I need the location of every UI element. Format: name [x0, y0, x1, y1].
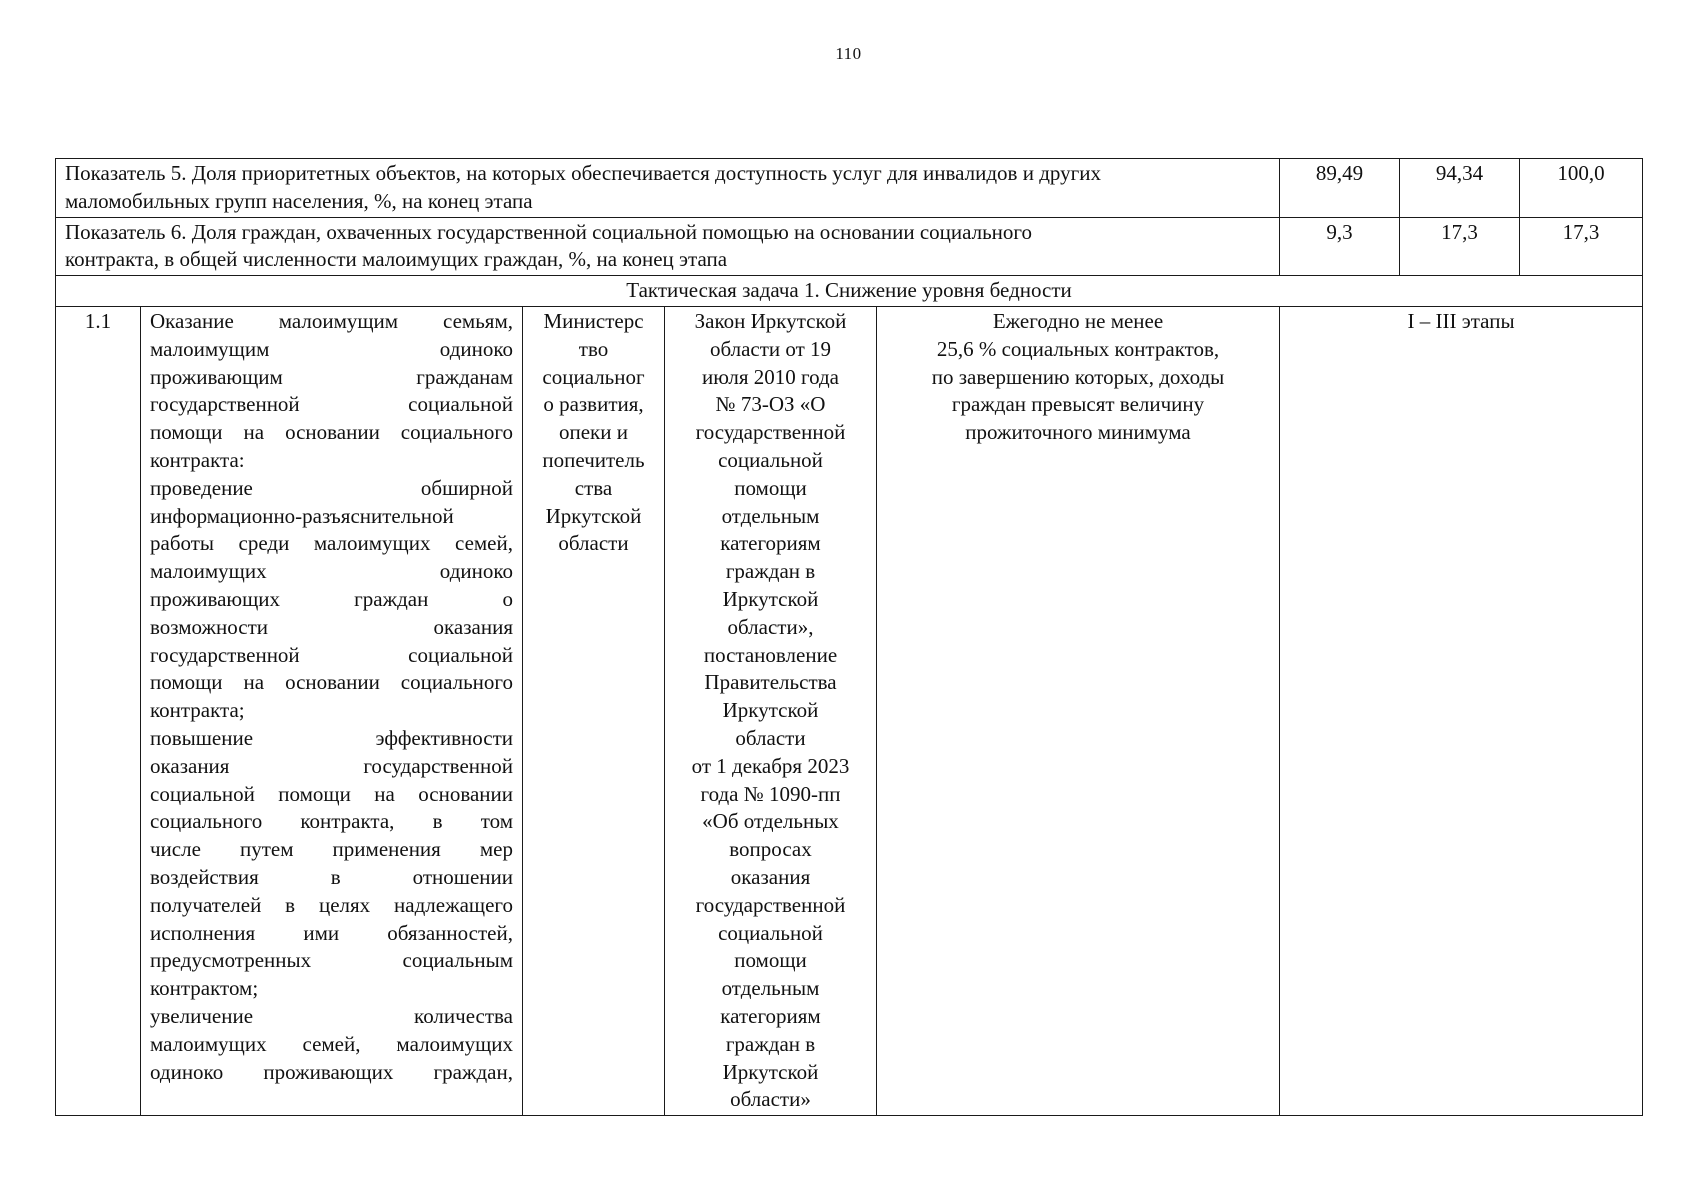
description-line: проведение обширной: [150, 475, 513, 500]
legal-basis-line: социальной: [718, 920, 823, 945]
description-line: государственной социальной: [150, 392, 513, 417]
target-line: Ежегодно не менее: [992, 308, 1164, 333]
legal-basis-line: Закон Иркутской: [694, 308, 847, 333]
description-line: оказания государственной: [150, 753, 513, 778]
measure-target-result: [877, 306, 1280, 1115]
description-line: помощи на основании социального: [150, 420, 513, 445]
description-line: контракта:: [150, 447, 245, 472]
description-line: контракта;: [150, 698, 245, 723]
legal-basis-line: Иркутской: [722, 1059, 819, 1084]
measure-executor: [523, 306, 665, 1115]
executor-line: попечитель: [542, 447, 645, 472]
executor-line: о развития,: [543, 392, 644, 417]
description-line: социальной помощи на основании: [150, 781, 513, 806]
legal-basis-line: года № 1090-пп: [700, 781, 841, 806]
legal-basis-line: области»: [730, 1087, 811, 1112]
legal-basis-line: «Об отдельных: [702, 809, 839, 834]
legal-basis-line: Иркутской: [722, 698, 819, 723]
measure-description: [141, 306, 523, 1115]
executor-line: Иркутской: [545, 503, 642, 528]
description-line: повышение эффективности: [150, 725, 513, 750]
description-line: проживающим гражданам: [150, 364, 513, 389]
legal-basis-line: категориям: [720, 1003, 821, 1028]
description-line: воздействия в отношении: [150, 864, 513, 889]
description-line: исполнения ими обязанностей,: [150, 920, 513, 945]
indicator-row: [56, 159, 1643, 218]
measure-number: 1.1: [56, 306, 141, 1115]
executor-line: Министерс: [543, 308, 644, 333]
description-line: получателей в целях надлежащего: [150, 892, 513, 917]
description-line: возможности оказания: [150, 614, 513, 639]
section-title: Тактическая задача 1. Снижение уровня бедности: [56, 276, 1643, 307]
target-line: прожиточного минимума: [965, 420, 1191, 445]
executor-line: тво: [578, 336, 609, 361]
program-table: [55, 158, 1643, 1116]
page-number: 110: [835, 44, 862, 63]
description-line: контрактом;: [150, 976, 259, 1001]
description-line: помощи на основании социального: [150, 670, 513, 695]
description-line: информационно-разъяснительной: [150, 503, 454, 528]
indicator-value-stage-3: 100,0: [1520, 159, 1643, 218]
indicator-label-line: контракта, в общей численности малоимущих граждан, %, на конец этапа: [65, 247, 728, 272]
description-line: социального контракта, в том: [150, 809, 513, 834]
indicator-label-line: маломобильных групп населения, %, на конец этапа: [65, 188, 533, 213]
description-line: государственной социальной: [150, 642, 513, 667]
indicator-label-line: Показатель 5. Доля приоритетных объектов, на которых обеспечивается доступность услуг для инвалидов и других: [65, 161, 1101, 185]
indicator-label: [56, 159, 1280, 218]
legal-basis-line: области»,: [727, 614, 814, 639]
indicator-value-stage-1: 89,49: [1280, 159, 1400, 218]
legal-basis-line: категориям: [720, 531, 821, 556]
target-line: граждан превысят величину: [951, 392, 1205, 417]
legal-basis-line: государственной: [695, 420, 846, 445]
executor-line: ства: [574, 475, 613, 500]
legal-basis-line: постановление: [703, 642, 838, 667]
description-line: малоимущих семей, малоимущих: [150, 1031, 513, 1056]
measure-row: [56, 306, 1643, 1115]
legal-basis-line: № 73-ОЗ «О: [715, 392, 826, 417]
legal-basis-line: помощи: [734, 475, 807, 500]
legal-basis-line: социальной: [718, 447, 823, 472]
description-line: малоимущих одиноко: [150, 559, 513, 584]
executor-line: опеки и: [559, 420, 628, 445]
legal-basis-line: Иркутской: [722, 586, 819, 611]
legal-basis-line: помощи: [734, 948, 807, 973]
description-line: проживающих граждан о: [150, 586, 513, 611]
target-line: 25,6 % социальных контрактов,: [936, 336, 1220, 361]
legal-basis-line: государственной: [695, 892, 846, 917]
indicator-label: [56, 217, 1280, 276]
legal-basis-line: области от 19: [709, 336, 832, 361]
description-line: предусмотренных социальным: [150, 948, 513, 973]
description-line: работы среди малоимущих семей,: [150, 531, 513, 556]
description-line: увеличение количества: [150, 1003, 513, 1028]
indicator-value-stage-2: 17,3: [1400, 217, 1520, 276]
legal-basis-line: отдельным: [721, 503, 820, 528]
indicator-value-stage-1: 9,3: [1280, 217, 1400, 276]
legal-basis-line: отдельным: [721, 976, 820, 1001]
description-line: Оказание малоимущим семьям,: [150, 308, 513, 333]
legal-basis-line: от 1 декабря 2023: [691, 753, 850, 778]
indicator-row: [56, 217, 1643, 276]
indicator-value-stage-2: 94,34: [1400, 159, 1520, 218]
description-line: малоимущим одиноко: [150, 336, 513, 361]
legal-basis-line: Правительства: [704, 670, 837, 695]
description-line: одиноко проживающих граждан,: [150, 1059, 513, 1084]
target-line: по завершению которых, доходы: [931, 364, 1225, 389]
legal-basis-line: оказания: [730, 864, 811, 889]
legal-basis-line: июля 2010 года: [701, 364, 840, 389]
description-line: числе путем применения мер: [150, 837, 513, 862]
legal-basis-line: вопросах: [729, 837, 812, 862]
legal-basis-line: граждан в: [725, 559, 816, 584]
indicator-label-line: Показатель 6. Доля граждан, охваченных государственной социальной помощью на основании социального: [65, 219, 1033, 244]
indicator-value-stage-3: 17,3: [1520, 217, 1643, 276]
section-row: [56, 276, 1643, 307]
measure-period: I – III этапы: [1280, 306, 1643, 1115]
executor-line: социальног: [542, 364, 645, 389]
measure-legal-basis: [665, 306, 877, 1115]
legal-basis-line: области: [735, 725, 806, 750]
legal-basis-line: граждан в: [725, 1031, 816, 1056]
executor-line: области: [558, 531, 629, 556]
